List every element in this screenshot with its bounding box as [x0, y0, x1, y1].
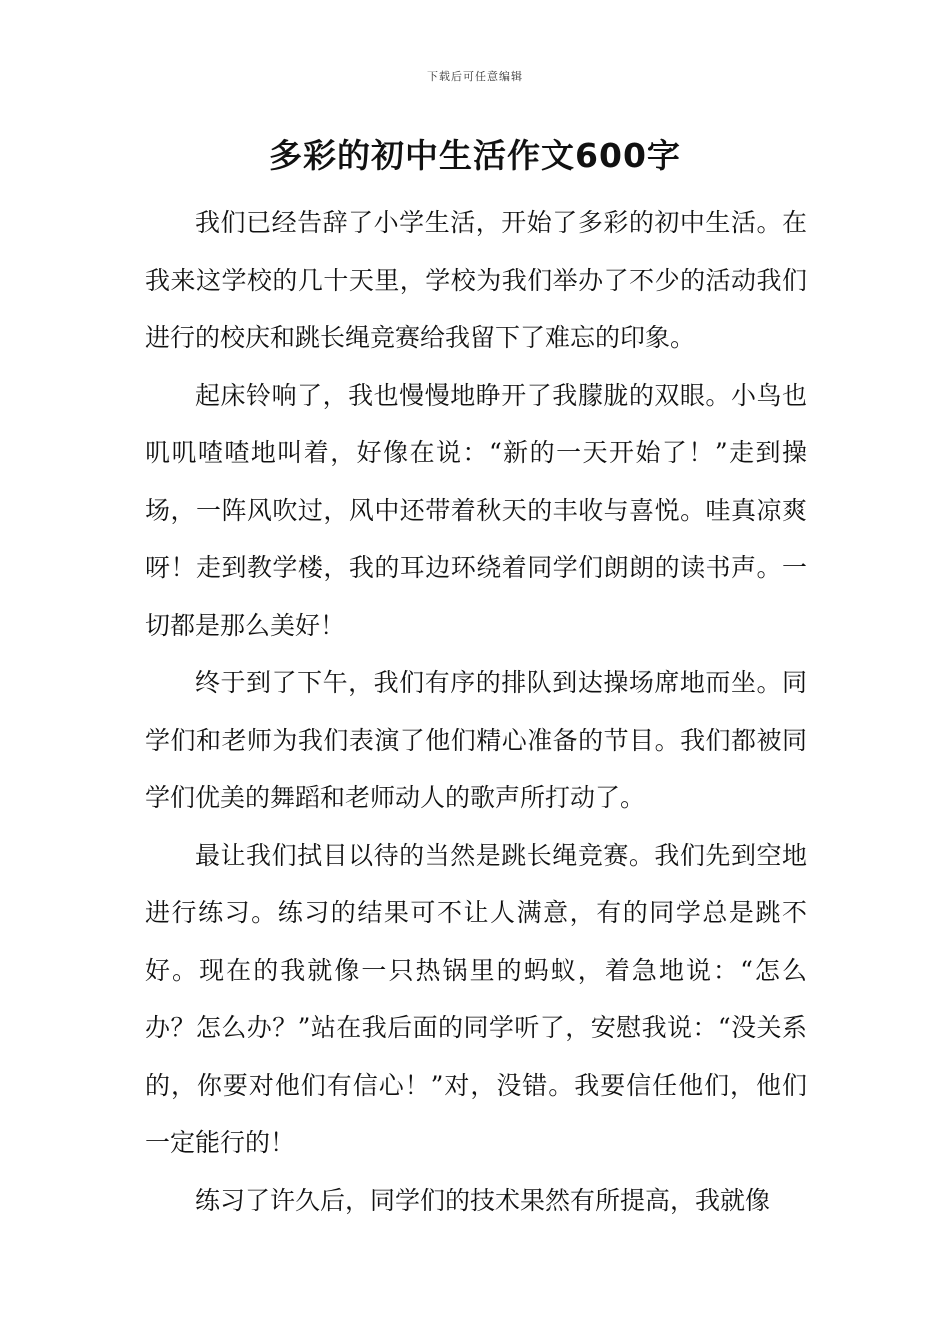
- paragraph-1: 我们已经告辞了小学生活，开始了多彩的初中生活。在我来这学校的几十天里，学校为我们举办了不少的活动我们进行的校庆和跳长绳竞赛给我留下了难忘的印象。: [145, 208, 807, 352]
- document-title: 多彩的初中生活作文600字: [269, 136, 681, 175]
- essay-body: [145, 194, 807, 1229]
- paragraph-4: 最让我们拭目以待的当然是跳长绳竞赛。我们先到空地进行练习。练习的结果可不让人满意，有的同学总是跳不好。现在的我就像一只热锅里的蚂蚁，着急地说：“怎么办？怎么办？”站在我后面的同学听了，安慰我说：“没关系的，你要对他们有信心！”对，没错。我要信任他们，他们一定能行的！: [145, 840, 807, 1157]
- paragraph-3: 终于到了下午，我们有序的排队到达操场席地而坐。同学们和老师为我们表演了他们精心准备的节目。我们都被同学们优美的舞蹈和老师动人的歌声所打动了。: [145, 668, 807, 812]
- paragraph-5: 练习了许久后，同学们的技术果然有所提高，我就像: [195, 1185, 771, 1215]
- paragraph-2: 起床铃响了，我也慢慢地睁开了我朦胧的双眼。小鸟也叽叽喳喳地叫着，好像在说：“新的一天开始了！”走到操场，一阵风吹过，风中还带着秋天的丰收与喜悦。哇真凉爽呀！走到教学楼，我的耳边环绕着同学们朗朗的读书声。一切都是那么美好！: [145, 380, 807, 640]
- download-note: 下载后可任意编辑: [427, 70, 523, 83]
